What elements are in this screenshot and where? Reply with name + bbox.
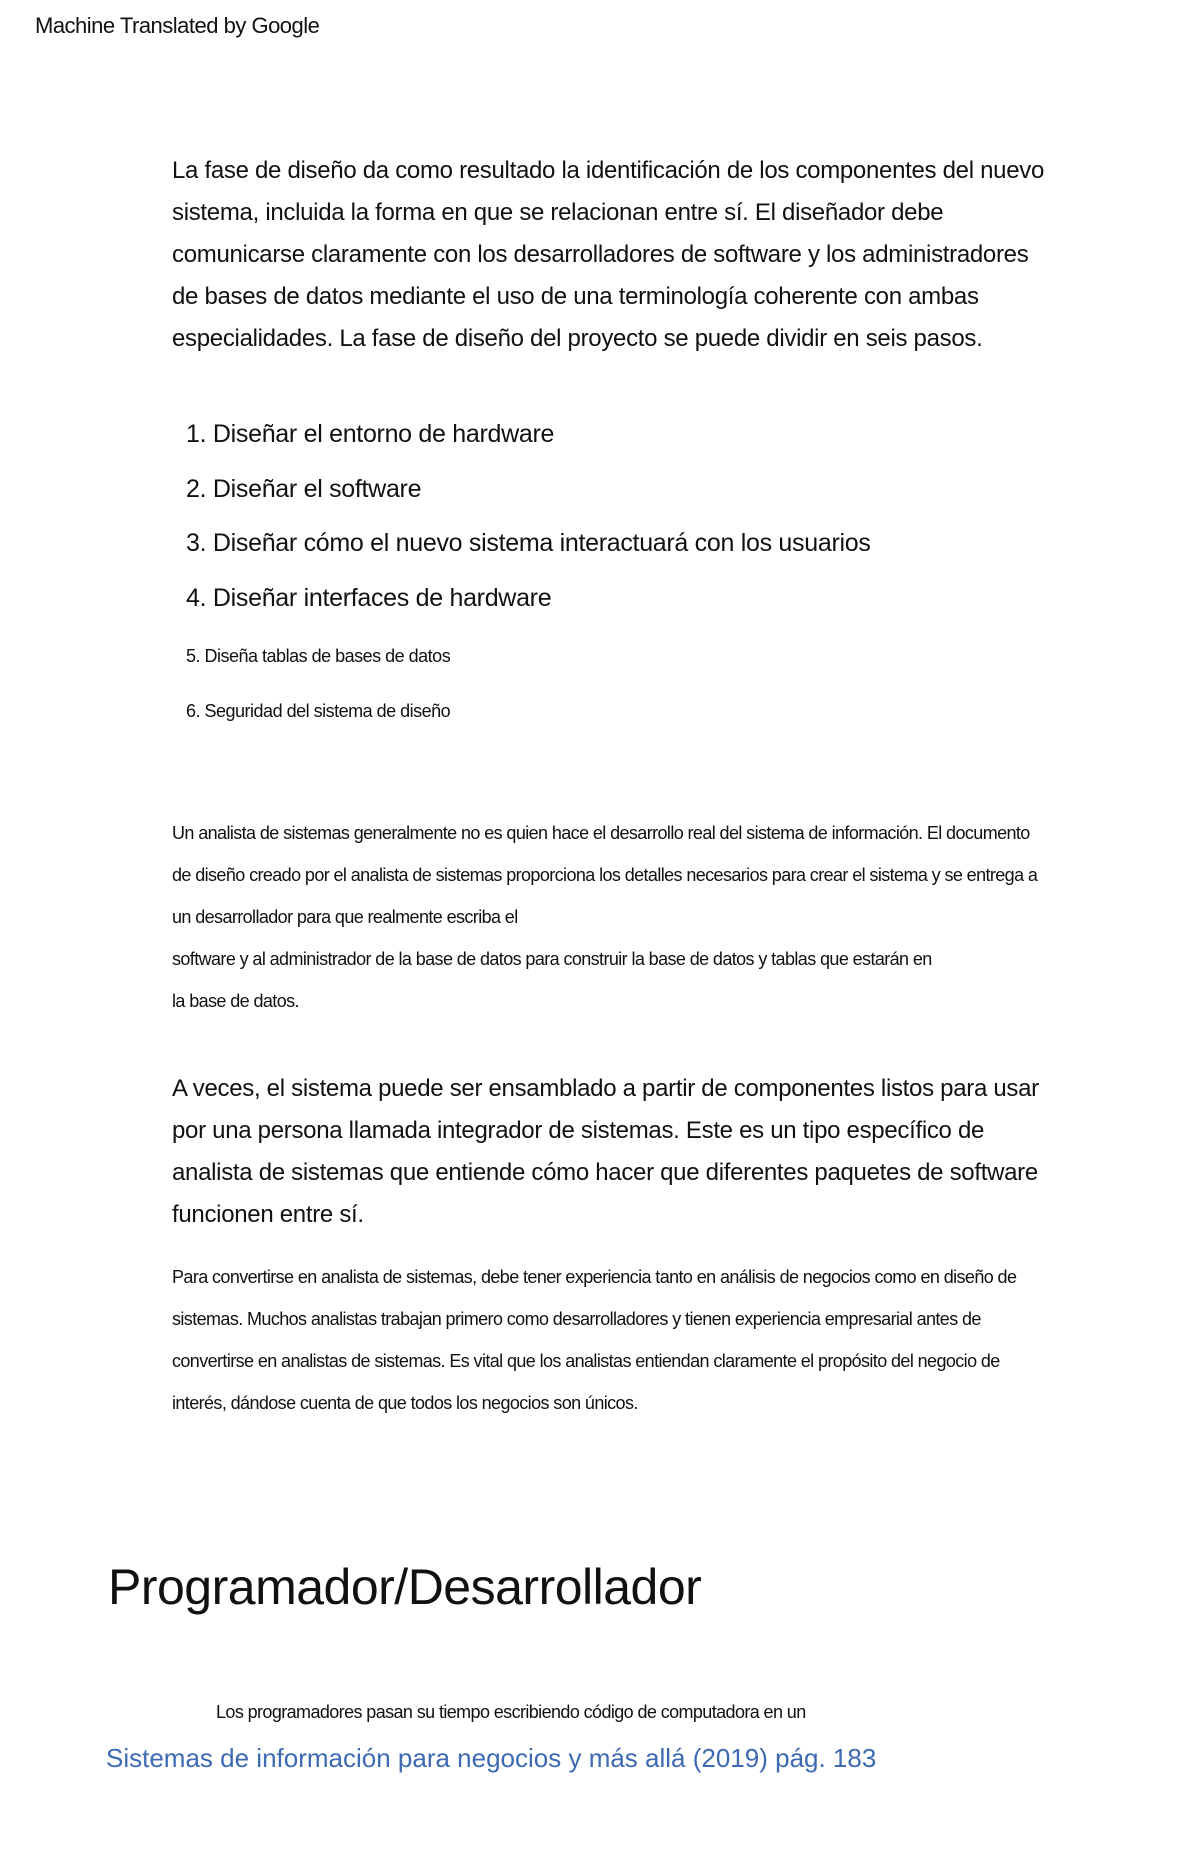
programmers-paragraph: Los programadores pasan su tiempo escribiendo código de computadora en un [216,1702,806,1722]
list-item: 2. Diseñar el software [186,475,422,503]
list-item: 3. Diseñar cómo el nuevo sistema interactuará con los usuarios [186,529,871,557]
list-item: 6. Seguridad del sistema de diseño [186,701,451,721]
analyst-paragraph-part-1: Un analista de sistemas generalmente no es quien hace el desarrollo real del sistema de información. El documento de diseño creado por el analista de sistemas proporciona los detalles necesarios para crear el sistema y se entrega a un desarrollador para que realmente escriba el [172,823,1038,927]
analyst-paragraph [172,812,1052,1022]
section-title: Programador/Desarrollador [108,1559,702,1615]
list-item: 4. Diseñar interfaces de hardware [186,584,552,612]
source-footer-link[interactable]: Sistemas de información para negocios y más allá (2019) pág. 183 [106,1743,877,1773]
machine-translation-note: Machine Translated by Google [35,13,320,38]
list-item: 1. Diseñar el entorno de hardware [186,420,555,448]
list-item: 5. Diseña tablas de bases de datos [186,646,451,666]
intro-paragraph: La fase de diseño da como resultado la identificación de los componentes del nuevo sistema, incluida la forma en que se relacionan entre sí. El diseñador debe comunicarse claramente con los desarrolladores de software y los administradores de bases de datos mediante el uso de una terminología coherente con ambas especialidades. La fase de diseño del proyecto se puede dividir en seis pasos. [172,157,1044,352]
become-analyst-paragraph: Para convertirse en analista de sistemas, debe tener experiencia tanto en análisis de negocios como en diseño de sistemas. Muchos analistas trabajan primero como desarrolladores y tienen experiencia empresarial antes de convertirse en analistas de sistemas. Es vital que los analistas entiendan claramente el propósito del negocio de interés, dándose cuenta de que todos los negocios son únicos. [172,1267,1017,1413]
integrator-paragraph: A veces, el sistema puede ser ensamblado a partir de componentes listos para usar por una persona llamada integrador de sistemas. Este es un tipo específico de analista de sistemas que entiende cómo hacer que diferentes paquetes de software funcionen entre sí. [172,1075,1039,1228]
analyst-paragraph-part-2: software y al administrador de la base de datos para construir la base de datos y tablas que estarán en la base de datos. [172,949,932,1011]
